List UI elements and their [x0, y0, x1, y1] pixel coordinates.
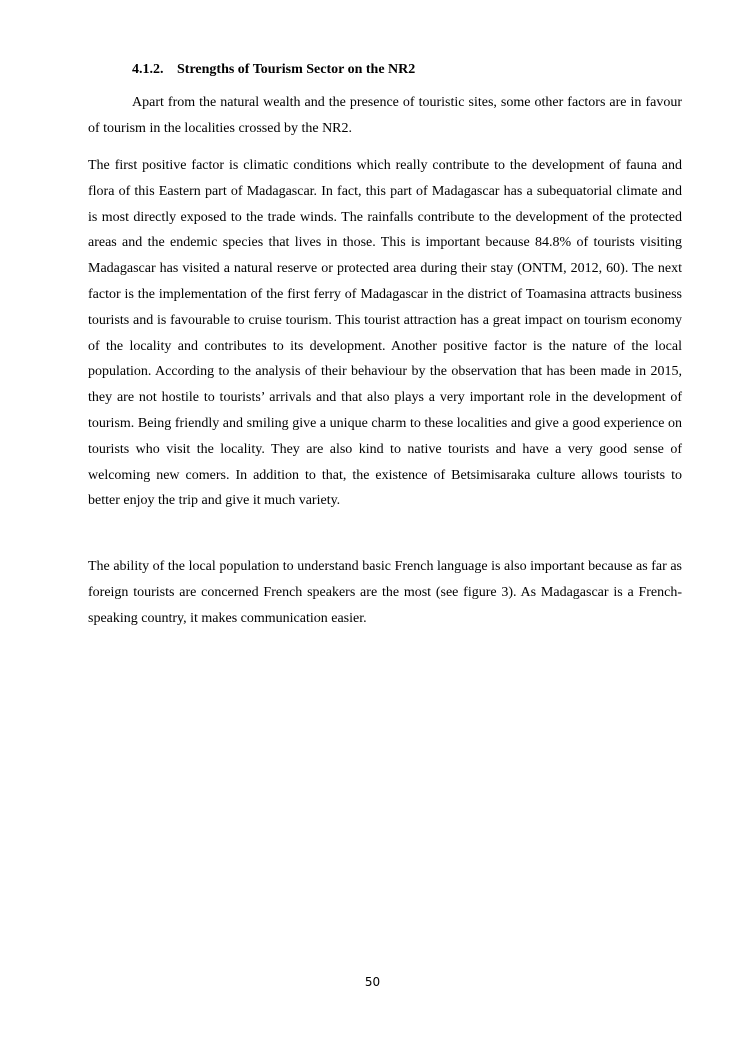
page-number: 50	[364, 975, 381, 989]
section-title: Strengths of Tourism Sector on the NR2	[177, 62, 416, 77]
body-paragraph-french-language: The ability of the local population to understand basic French language is also important because as far as foreign tourists are concerned French speakers are the most (see figure 3). As Madagascar is a French-speaking country, it makes communication easier.	[88, 559, 682, 626]
intro-paragraph: Apart from the natural wealth and the presence of touristic sites, some other factors are in favour of tourism in the localities crossed by the NR2.	[88, 95, 682, 136]
body-paragraph-positive-factors: The first positive factor is climatic conditions which really contribute to the development of fauna and flora of this Eastern part of Madagascar. In fact, this part of Madagascar has a subequatorial climate and is most directly exposed to the trade winds. The rainfalls contribute to the development of the protected areas and the endemic species that lives in those. This is important because 84.8% of tourists visiting Madagascar has visited a natural reserve or protected area during their stay (ONTM, 2012, 60). The next factor is the implementation of the first ferry of Madagascar in the district of Toamasina attracts business tourists and is favourable to cruise tourism. This tourist attraction has a great impact on tourism economy of the locality and contributes to its development. Another positive factor is the nature of the local population. According to the analysis of their behaviour by the observation that has been made in 2015, they are not hostile to tourists’ arrivals and that also plays a very important role in the development of tourism. Being friendly and smiling give a unique charm to these localities and give a good experience on tourists who visit the locality. They are also kind to native tourists and have a very good sense of welcoming new comers. In addition to that, the existence of Betsimisaraka culture allows tourists to better enjoy the trip and give it much variety.	[88, 158, 682, 509]
section-number: 4.1.2.	[132, 62, 164, 77]
section-heading	[132, 61, 415, 79]
